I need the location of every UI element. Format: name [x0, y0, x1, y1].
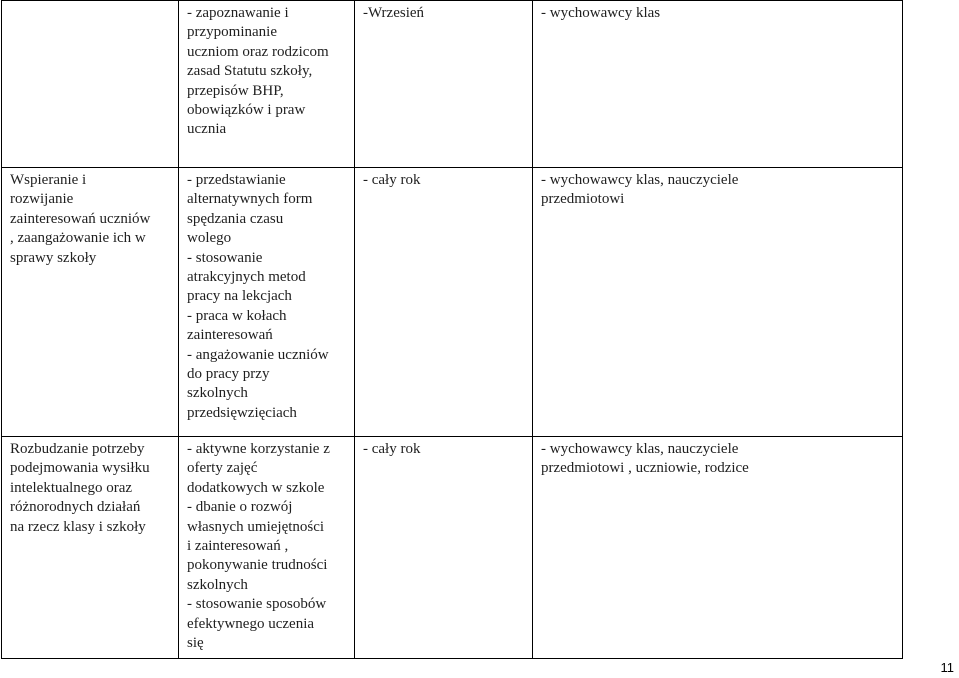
goal-line: rozwijanie: [10, 191, 74, 208]
responsible-line: - wychowawcy klas: [541, 5, 661, 21]
responsible-cell: [533, 437, 903, 659]
tasks-line: ucznia: [187, 121, 227, 138]
responsible-line: przedmiotowi: [541, 191, 625, 208]
tasks-line: - zapoznawanie i: [187, 5, 289, 21]
goal-line: podejmowania wysiłku: [10, 460, 150, 477]
tasks-line: przypominanie: [187, 24, 277, 41]
tasks-line: pokonywanie trudności: [187, 557, 328, 574]
tasks-line: - aktywne korzystanie z: [187, 441, 330, 457]
goal-line: Wspieranie i: [10, 172, 87, 188]
tasks-line: wolego: [187, 230, 232, 247]
tasks-line: szkolnych: [187, 385, 248, 402]
tasks-cell: [179, 1, 355, 168]
page-number: 11: [940, 660, 954, 675]
tasks-line: - przedstawianie: [187, 172, 286, 188]
term-cell: [355, 168, 533, 437]
tasks-line: zasad Statutu szkoły,: [187, 63, 313, 80]
term-line: - cały rok: [363, 441, 421, 457]
table-row: [2, 168, 903, 437]
responsible-cell: [533, 1, 903, 168]
tasks-line: zainteresowań: [187, 327, 273, 344]
tasks-line: pracy na lekcjach: [187, 288, 292, 305]
tasks-line: przedsięwzięciach: [187, 404, 297, 421]
goal-cell: [2, 1, 179, 168]
tasks-line: oferty zajęć: [187, 460, 258, 477]
tasks-cell: [179, 437, 355, 659]
tasks-line: - dbanie o rozwój: [187, 499, 293, 516]
tasks-line: do pracy przy: [187, 366, 270, 383]
tasks-line: uczniom oraz rodzicom: [187, 43, 329, 60]
tasks-line: dodatkowych w szkole: [187, 479, 325, 496]
term-line: -Wrzesień: [363, 5, 425, 21]
tasks-line: szkolnych: [187, 576, 248, 593]
education-plan-table: [1, 0, 903, 659]
responsible-cell: [533, 168, 903, 437]
goal-line: , zaangażowanie ich w: [10, 230, 146, 247]
term-cell: [355, 437, 533, 659]
responsible-line: - wychowawcy klas, nauczyciele: [541, 441, 739, 457]
tasks-line: - angażowanie uczniów: [187, 346, 329, 363]
tasks-line: przepisów BHP,: [187, 82, 284, 99]
goal-cell: [2, 437, 179, 659]
responsible-line: - wychowawcy klas, nauczyciele: [541, 172, 739, 188]
tasks-cell: [179, 168, 355, 437]
goal-line: różnorodnych działań: [10, 499, 141, 516]
goal-line: zainteresowań uczniów: [10, 210, 151, 227]
goal-line: na rzecz klasy i szkoły: [10, 518, 146, 535]
goal-line: intelektualnego oraz: [10, 479, 133, 496]
tasks-line: alternatywnych form: [187, 191, 313, 208]
tasks-line: się: [187, 635, 204, 652]
tasks-line: - praca w kołach: [187, 307, 287, 324]
tasks-line: - stosowanie: [187, 249, 263, 266]
tasks-line: i zainteresowań ,: [187, 538, 289, 555]
table-row: [2, 1, 903, 168]
tasks-line: obowiązków i praw: [187, 102, 306, 119]
goal-line: sprawy szkoły: [10, 249, 97, 266]
tasks-line: własnych umiejętności: [187, 518, 325, 535]
term-line: - cały rok: [363, 172, 421, 188]
tasks-line: spędzania czasu: [187, 210, 284, 227]
tasks-line: - stosowanie sposobów: [187, 596, 327, 613]
term-cell: [355, 1, 533, 168]
tasks-line: efektywnego uczenia: [187, 615, 315, 632]
goal-line: Rozbudzanie potrzeby: [10, 441, 145, 457]
tasks-line: atrakcyjnych metod: [187, 269, 306, 286]
responsible-line: przedmiotowi , uczniowie, rodzice: [541, 460, 749, 477]
goal-cell: [2, 168, 179, 437]
table-row: [2, 437, 903, 659]
